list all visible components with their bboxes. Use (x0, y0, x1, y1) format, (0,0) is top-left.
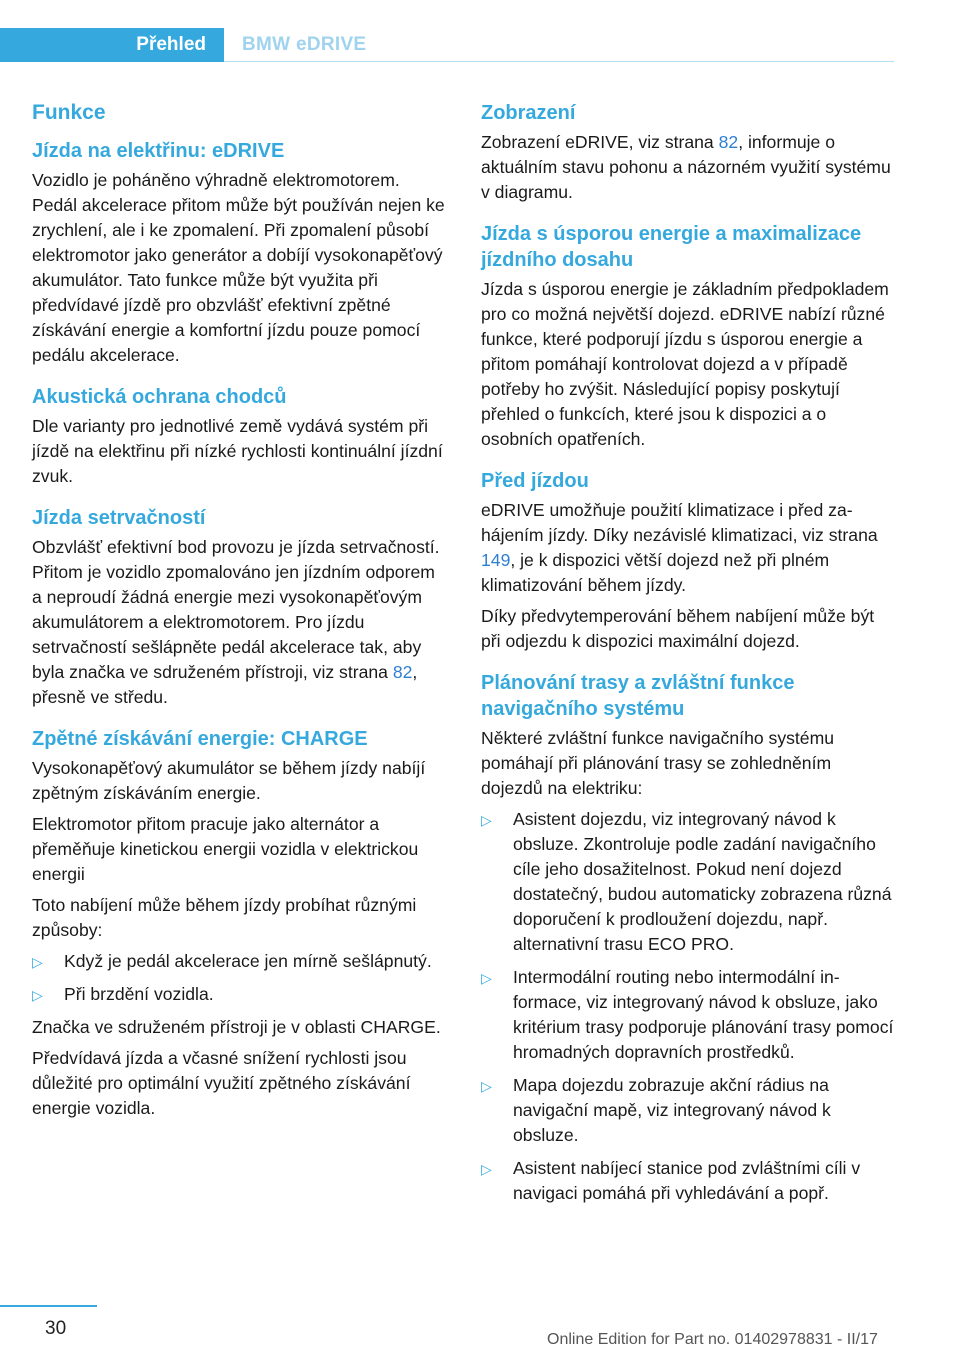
heading-charge: Zpětné získávání energie: CHARGE (32, 728, 368, 750)
bullet-triangle-icon: ▷ (481, 812, 492, 828)
tab-prehled[interactable]: Přehled (0, 28, 224, 62)
paragraph: Vysokonapěťový akumulátor se během jízdy nabíjí zpětným získáváním energie. (32, 758, 426, 803)
bullet-triangle-icon: ▷ (481, 970, 492, 986)
section-title: Funkce (32, 101, 106, 124)
text: eDRIVE umožňuje použití klimatizace i před zahájením jízdy. Díky nezávislé klimatizaci, viz strana (481, 500, 878, 545)
list-item (481, 1156, 896, 1206)
heading-energy-saving: Jízda s úsporou energie a maximalizace jízdního dosahu (481, 223, 862, 271)
header-divider (224, 61, 894, 62)
heading-display: Zobrazení (481, 102, 576, 124)
text: Zobrazení eDRIVE, viz strana (481, 132, 719, 152)
paragraph: Vozidlo je poháněno výhradně elektromotorem. Pedál akcelerace přitom může být používán nejen ke zrychlení, ale i ke zpomalení. Při zpomalení působí elektromotor jako generátor a dobíjí vysokonapěťový akumulátor. Tato funkce může být využita při předvídavé jízdě pro obzvlášť efektivní zpětné získávání energie a komfortní jízdu pouze pomocí pedálu akcelerace. (32, 170, 445, 365)
paragraph: Jízda s úsporou energie je základním předpokladem pro co možná největší dojezd. eDRIVE nabízí různé funkce, které podporují jízdu s úsporou energie a přitom pomáhají kontrolovat dojezd a v případě potřeby ho zvýšit. Následující popisy poskytují přehled o funkcích, které jsou k dispozici a o osobních opatřeních. (481, 279, 889, 449)
bullet-triangle-icon: ▷ (32, 954, 43, 970)
heading-coasting: Jízda setrvačností (32, 507, 206, 529)
footer-divider (0, 1305, 97, 1307)
text: Obzvlášť efektivní bod provozu je jízda setrvačností. Přitom je vozidlo zpomalováno jen jízdním odporem a neproudí žádná energie mezi vysokonapěťovým akumulátorem a elektromotorem. Pro jízdu setrvačností sešlápněte pedál akcelerace tak, aby byla značka ve sdruženém přístroji, viz strana (32, 537, 440, 682)
heading-route-planning: Plánování trasy a zvláštní funkce navigačního systému (481, 672, 795, 720)
heading-before-drive: Před jízdou (481, 470, 589, 492)
heading-pedestrian-protection: Akustická ochrana chodců (32, 386, 287, 408)
list-item-text: Při brzdění vozidla. (64, 984, 214, 1004)
paragraph: Předvídavá jízda a včasné snížení rychlosti jsou důležité pro optimální využití zpětného získávání energie vozidla. (32, 1048, 411, 1118)
text: , je k dispozici větší dojezd než při plném klimatizování během jízdy. (481, 550, 830, 595)
paragraph (481, 498, 896, 598)
paragraph: Některé zvláštní funkce navigačního systému pomáhají při plánování trasy se zohledněním dojezdů na elektriku: (481, 728, 835, 798)
page-link[interactable]: 82 (718, 132, 739, 152)
list-item-text: Když je pedál akcelerace jen mírně sešlápnutý. (64, 951, 432, 971)
paragraph: Díky předvytemperování během nabíjení může být při odjezdu k dispozici maximální dojezd. (481, 606, 875, 651)
right-column (481, 100, 896, 1214)
list-item-text: Asistent nabíjecí stanice pod zvláštními cíli v navigaci pomáhá při vyhledávání a popř. (513, 1158, 861, 1203)
text: , přesně ve středu. (32, 662, 418, 707)
text: , informuje o aktuálním stavu pohonu a názorném využití systému v diagramu. (481, 132, 891, 202)
paragraph: Značka ve sdruženém přístroji je v oblasti CHARGE. (32, 1017, 441, 1037)
list-item (32, 949, 447, 974)
page-number: 30 (45, 1318, 67, 1339)
list-item (481, 807, 896, 957)
page-link[interactable]: 149 (481, 550, 511, 570)
paragraph (481, 130, 896, 205)
paragraph: Elektromotor přitom pracuje jako alternátor a přeměňuje kinetickou energii vozidla v elektrickou energii (32, 814, 419, 884)
header-tabs (0, 28, 366, 62)
footer-edition: Online Edition for Part no. 01402978831 - II/17 (547, 1331, 878, 1348)
list-item (481, 965, 896, 1065)
tab-bmw-edrive[interactable]: BMW eDRIVE (242, 34, 367, 55)
bullet-triangle-icon: ▷ (481, 1078, 492, 1094)
list-item (481, 1073, 896, 1148)
paragraph (32, 535, 447, 710)
bullet-triangle-icon: ▷ (32, 987, 43, 1003)
list-item-text: Asistent dojezdu, viz integrovaný návod k obsluze. Zkontroluje podle zadání navigačního cíle jeho dosažitelnost. Pokud není dojezd dostatečný, budou automaticky zobrazena různá doporučení k prodloužení dojezdu, např. alternativní trasu ECO PRO. (513, 809, 892, 954)
paragraph: Toto nabíjení může během jízdy probíhat různými způsoby: (32, 895, 417, 940)
left-column (32, 100, 447, 1127)
bullet-triangle-icon: ▷ (481, 1161, 492, 1177)
list-item-text: Intermodální routing nebo intermodální informace, viz integrovaný návod k obsluze, jako kritérium trasy podporuje plánování trasy pomocí hromadných dopravních prostředků. (513, 967, 894, 1062)
list-item (32, 982, 447, 1007)
heading-edrive: Jízda na elektřinu: eDRIVE (32, 140, 285, 162)
paragraph: Dle varianty pro jednotlivé země vydává systém při jízdě na elektřinu při nízké rychlosti kontinuální jízdní zvuk. (32, 416, 443, 486)
page-link[interactable]: 82 (392, 662, 413, 682)
list-item-text: Mapa dojezdu zobrazuje akční rádius na navigační mapě, viz integrovaný návod k obsluze. (513, 1075, 831, 1145)
